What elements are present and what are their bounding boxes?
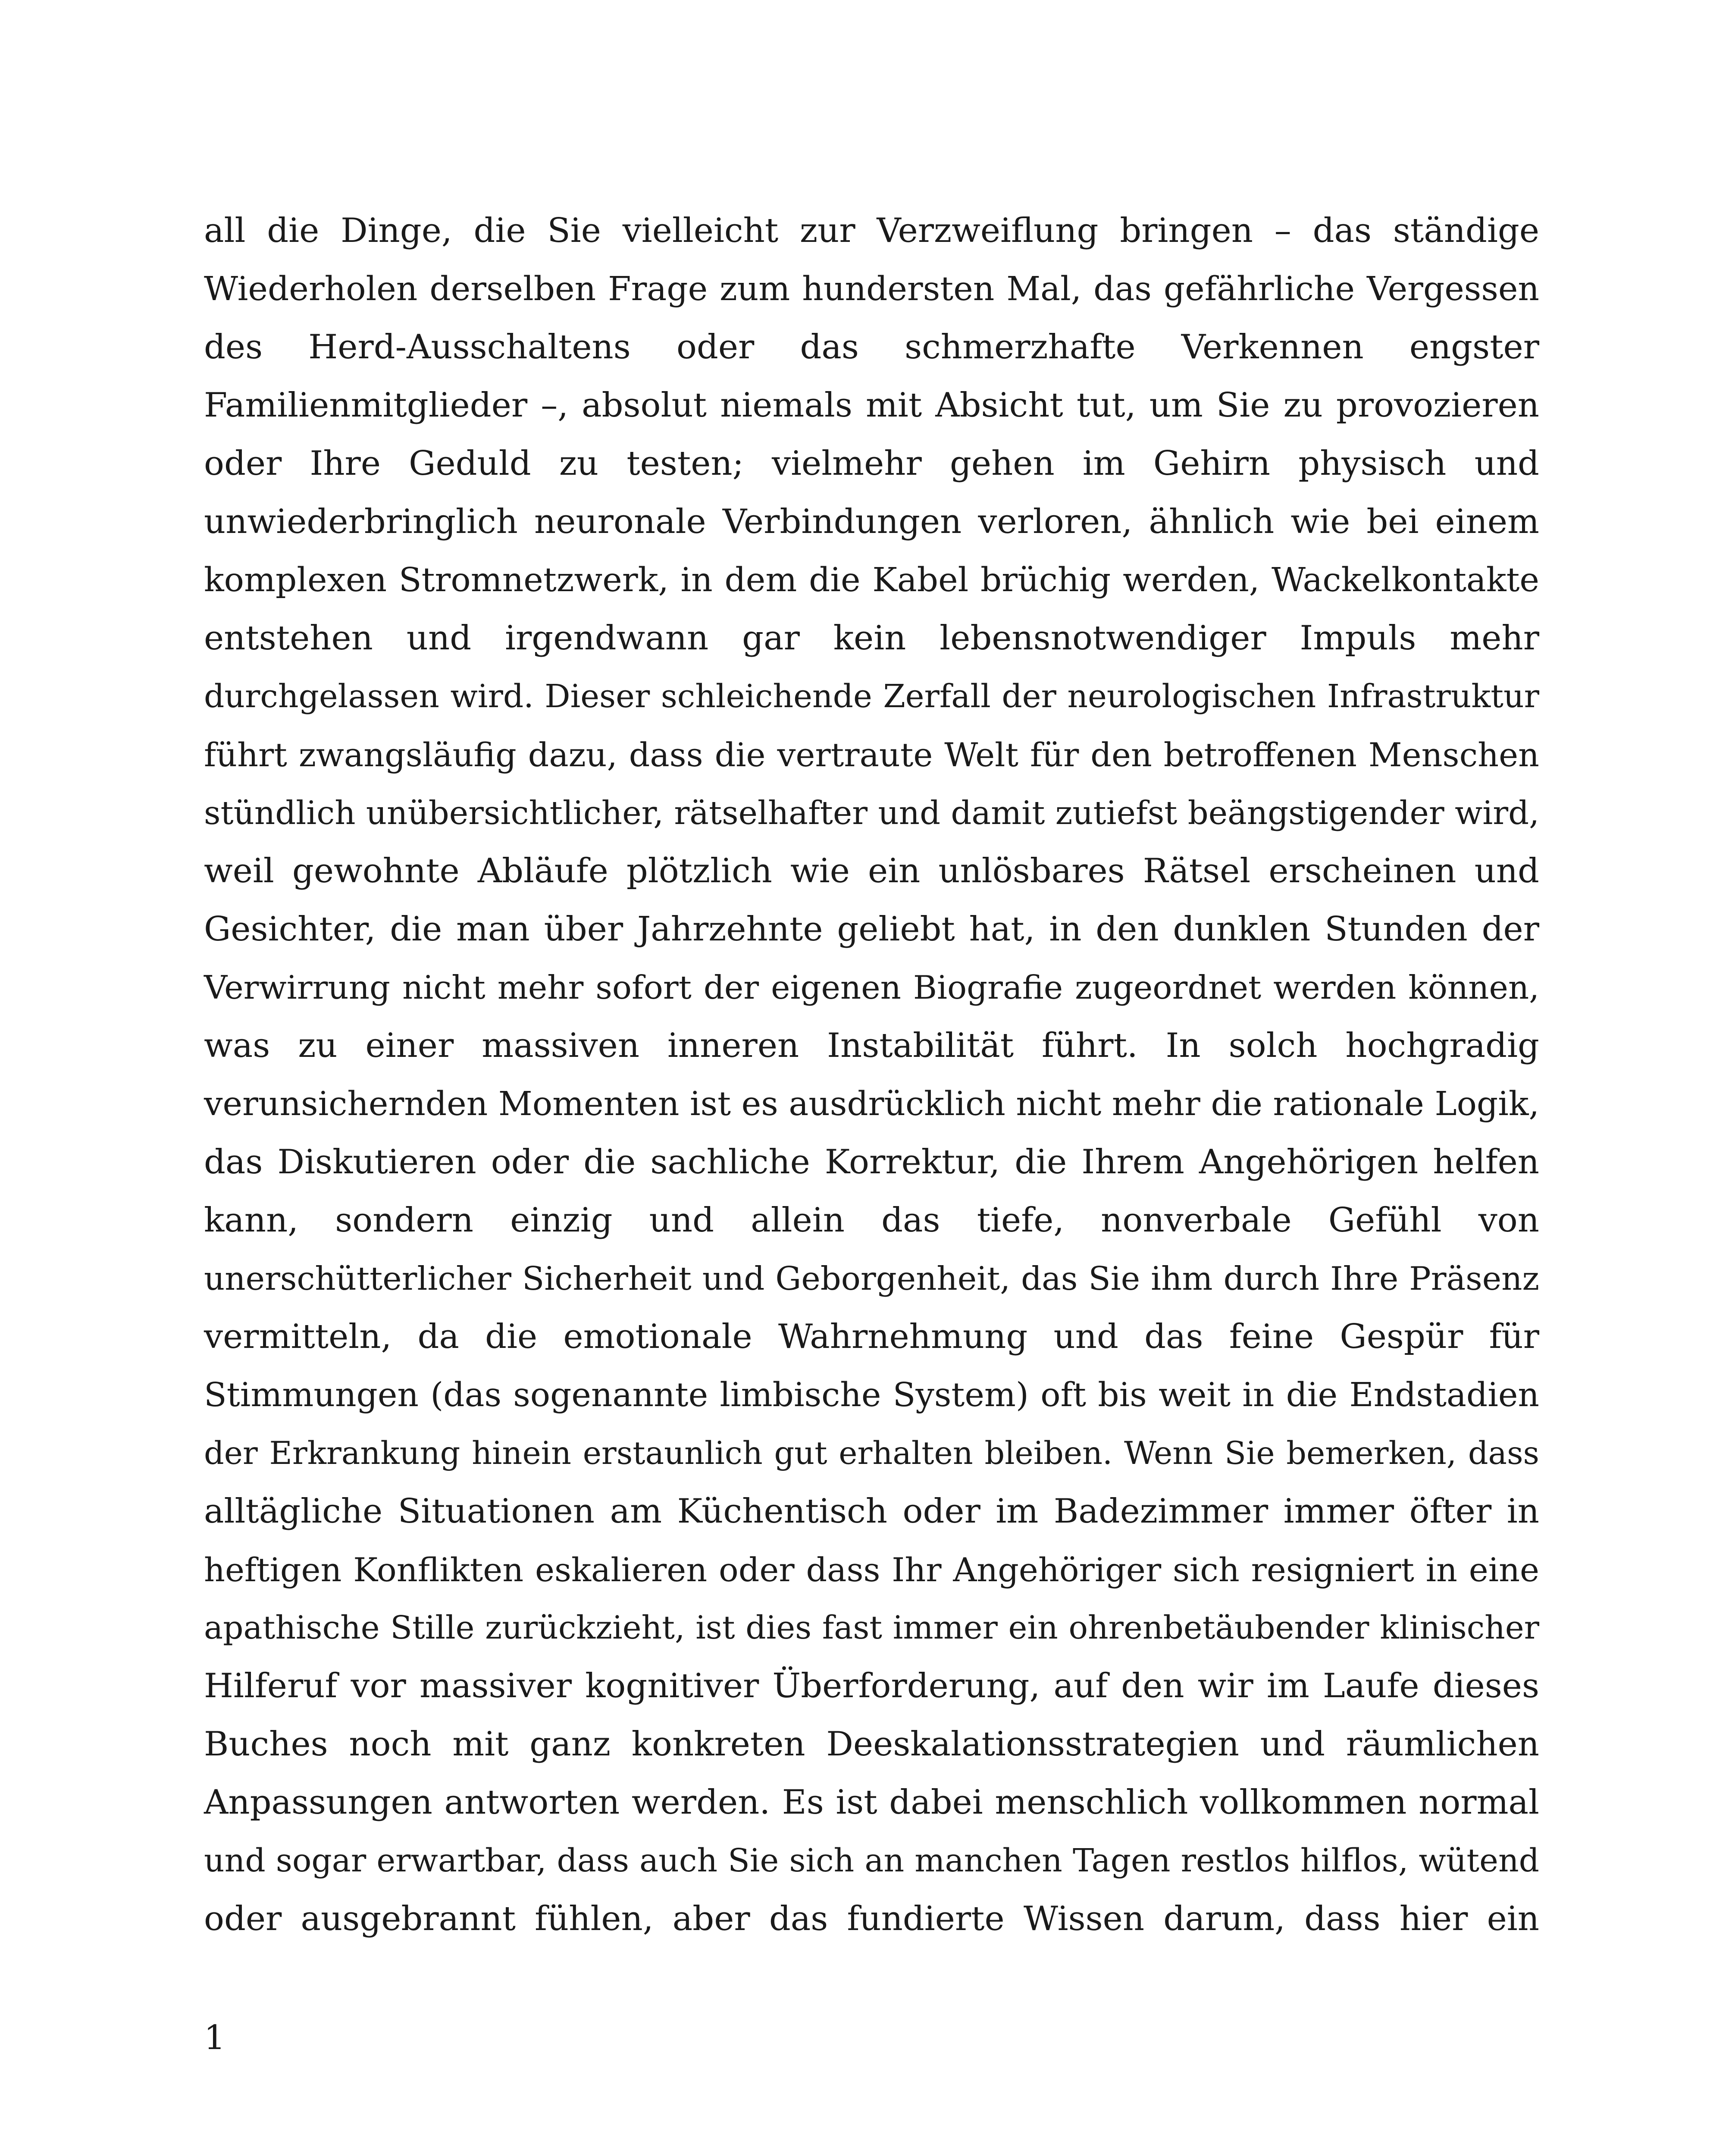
text-line: der Erkrankung hinein erstaunlich gut erhalten bleiben. Wenn Sie bemerken, dass bbox=[204, 1435, 1539, 1472]
text-line: kann, sondern einzig und allein das tiefe, nonverbale Gefühl von bbox=[204, 1201, 1539, 1240]
text-line: führt zwangsläufig dazu, dass die vertraute Welt für den betroffenen Menschen bbox=[204, 736, 1539, 774]
text-line: durchgelassen wird. Dieser schleichende Zerfall der neurologischen Infrastruktur bbox=[204, 678, 1539, 715]
text-line: entstehen und irgendwann gar kein lebensnotwendiger Impuls mehr bbox=[204, 619, 1539, 658]
text-line: und sogar erwartbar, dass auch Sie sich an manchen Tagen restlos hilflos, wütend bbox=[204, 1842, 1539, 1879]
text-line: des Herd-Ausschaltens oder das schmerzhafte Verkennen engster bbox=[204, 328, 1539, 367]
text-line: Gesichter, die man über Jahrzehnte geliebt hat, in den dunklen Stunden der bbox=[204, 910, 1539, 949]
text-line: all die Dinge, die Sie vielleicht zur Verzweiflung bringen – das ständige bbox=[204, 211, 1539, 250]
text-line: das Diskutieren oder die sachliche Korrektur, die Ihrem Angehörigen helfen bbox=[204, 1143, 1539, 1181]
text-line: oder Ihre Geduld zu testen; vielmehr gehen im Gehirn physisch und bbox=[204, 444, 1539, 483]
text-line: Stimmungen (das sogenannte limbische System) oft bis weit in die Endstadien bbox=[204, 1376, 1539, 1414]
text-line: stündlich unübersichtlicher, rätselhafter und damit zutiefst beängstigender wird, bbox=[204, 794, 1539, 832]
text-line: alltägliche Situationen am Küchentisch oder im Badezimmer immer öfter in bbox=[204, 1492, 1539, 1531]
text-line: oder ausgebrannt fühlen, aber das fundierte Wissen darum, dass hier ein bbox=[204, 1899, 1539, 1938]
text-line: Buches noch mit ganz konkreten Deeskalationsstrategien und räumlichen bbox=[204, 1725, 1539, 1764]
text-line: Hilferuf vor massiver kognitiver Überforderung, auf den wir im Laufe dieses bbox=[204, 1667, 1539, 1705]
text-line: Verwirrung nicht mehr sofort der eigenen Biografie zugeordnet werden können, bbox=[204, 968, 1539, 1006]
page-number: 1 bbox=[204, 2018, 226, 2057]
text-line: vermitteln, da die emotionale Wahrnehmung und das feine Gespür für bbox=[204, 1317, 1539, 1356]
text-line: unerschütterlicher Sicherheit und Geborgenheit, das Sie ihm durch Ihre Präsenz bbox=[204, 1260, 1539, 1297]
text-line: unwiederbringlich neuronale Verbindungen verloren, ähnlich wie bei einem bbox=[204, 502, 1539, 541]
text-line: weil gewohnte Abläufe plötzlich wie ein unlösbares Rätsel erscheinen und bbox=[204, 852, 1539, 890]
body-text bbox=[204, 202, 1539, 1948]
text-line: was zu einer massiven inneren Instabilität führt. In solch hochgradig bbox=[204, 1026, 1539, 1065]
text-line: apathische Stille zurückzieht, ist dies fast immer ein ohrenbetäubender klinischer bbox=[204, 1609, 1539, 1646]
text-line: verunsichernden Momenten ist es ausdrücklich nicht mehr die rationale Logik, bbox=[204, 1085, 1539, 1123]
text-line: heftigen Konflikten eskalieren oder dass Ihr Angehöriger sich resigniert in eine bbox=[204, 1551, 1539, 1589]
text-line: komplexen Stromnetzwerk, in dem die Kabel brüchig werden, Wackelkontakte bbox=[204, 561, 1539, 599]
text-line: Anpassungen antworten werden. Es ist dabei menschlich vollkommen normal bbox=[204, 1783, 1539, 1822]
text-line: Wiederholen derselben Frage zum hundersten Mal, das gefährliche Vergessen bbox=[204, 270, 1539, 308]
text-line: Familienmitglieder –, absolut niemals mit Absicht tut, um Sie zu provozieren bbox=[204, 386, 1539, 425]
